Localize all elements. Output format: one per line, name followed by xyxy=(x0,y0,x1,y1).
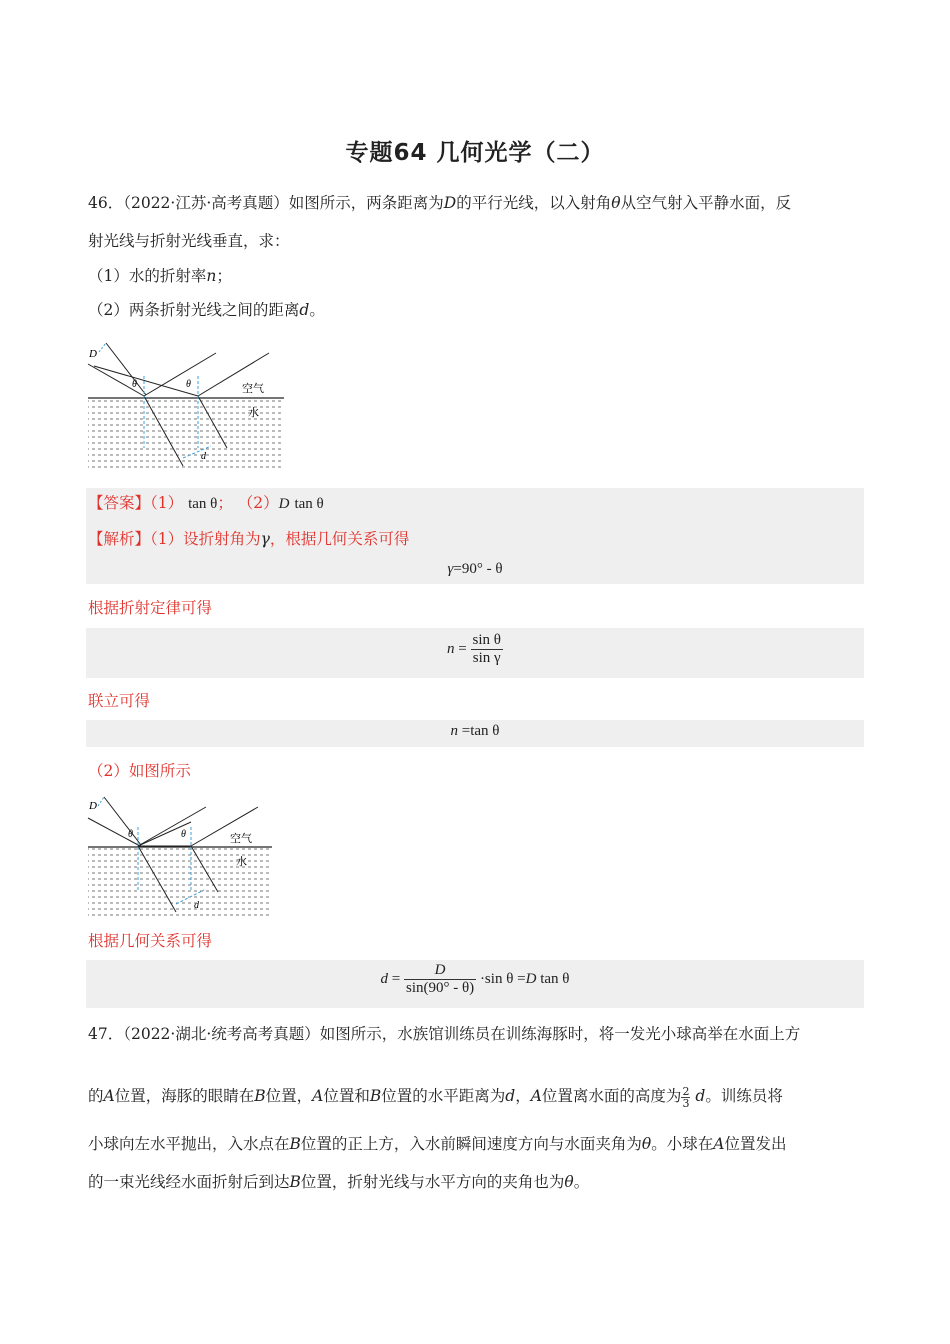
q47-line1: 47．（2022·湖北·统考高考真题）如图所示，水族馆训练员在训练海豚时，将一发光小球高举在水面上方 xyxy=(88,1025,801,1043)
fig-label-theta: θ xyxy=(181,829,186,840)
q47-line3: 小球向左水平抛出，入水点在B位置的正上方，入水前瞬间速度方向与水面夹角为θ。小球在A位置发出 xyxy=(88,1135,787,1153)
analysis-step5: 根据几何关系可得 xyxy=(88,932,213,950)
fig-label-D: D xyxy=(89,800,97,812)
reflected-ray xyxy=(144,353,216,396)
analysis-step4: （2）如图所示 xyxy=(88,762,191,780)
analysis-line1: 【解析】（1）设折射角为γ，根据几何关系可得 xyxy=(88,530,410,548)
incident-ray xyxy=(94,366,198,396)
q46-line2: 射光线与折射光线垂直，求： xyxy=(88,232,290,250)
equation-distance: d = $\frac{D}{\sin(90^\circ - \theta)}$ ·sin θ =D tan θ xyxy=(380,962,570,996)
incident-ray xyxy=(106,343,146,395)
equation-n-tan: n =tan θ xyxy=(450,723,500,739)
fig-label-water: 水 xyxy=(248,406,259,419)
q46-item1: （1）水的折射率n； xyxy=(88,267,232,285)
refraction-figure-2 xyxy=(86,792,276,918)
fig-label-theta: θ xyxy=(186,379,191,390)
reflected-ray xyxy=(138,807,206,846)
fig-label-theta: θ xyxy=(128,829,133,840)
fig-label-air: 空气 xyxy=(230,832,252,845)
q47-line4: 的一束光线经水面折射后到达B位置，折射光线与水平方向的夹角也为θ。 xyxy=(88,1173,590,1191)
analysis-step3: 联立可得 xyxy=(88,692,151,710)
fig-label-air: 空气 xyxy=(242,382,264,395)
equation-gamma: γ=90° - θ xyxy=(447,561,503,577)
page-title: 专题64 几何光学（二） xyxy=(345,140,605,166)
q47-line2: 的A位置，海豚的眼睛在B位置，A位置和B位置的水平距离为d，A位置离水面的高度为 $\frac{2}{3}$ d。训练员将 xyxy=(88,1084,783,1110)
fig-label-D: D xyxy=(89,348,97,360)
equation-snell: n = $\frac{\text{sin θ}}{\text{sin γ}}$ xyxy=(447,632,501,666)
fig-label-water: 水 xyxy=(236,855,247,868)
refraction-figure-1 xyxy=(86,338,288,472)
fig-label-theta: θ xyxy=(132,379,137,390)
q46-line1: 46．（2022·江苏·高考真题）如图所示，两条距离为D的平行光线，以入射角θ从空气射入平静水面，反 xyxy=(88,194,792,212)
fig-label-d: d xyxy=(201,451,206,462)
fig-label-d: d xyxy=(194,900,199,911)
answer-line: 【答案】（1） tan θ； （2）D tan θ xyxy=(88,494,324,512)
fraction-two-thirds: $\frac{2}{3}$ xyxy=(682,1084,690,1110)
analysis-step2: 根据折射定律可得 xyxy=(88,599,213,617)
incident-ray xyxy=(104,797,141,845)
q46-item2: （2）两条折射光线之间的距离d。 xyxy=(88,301,325,319)
